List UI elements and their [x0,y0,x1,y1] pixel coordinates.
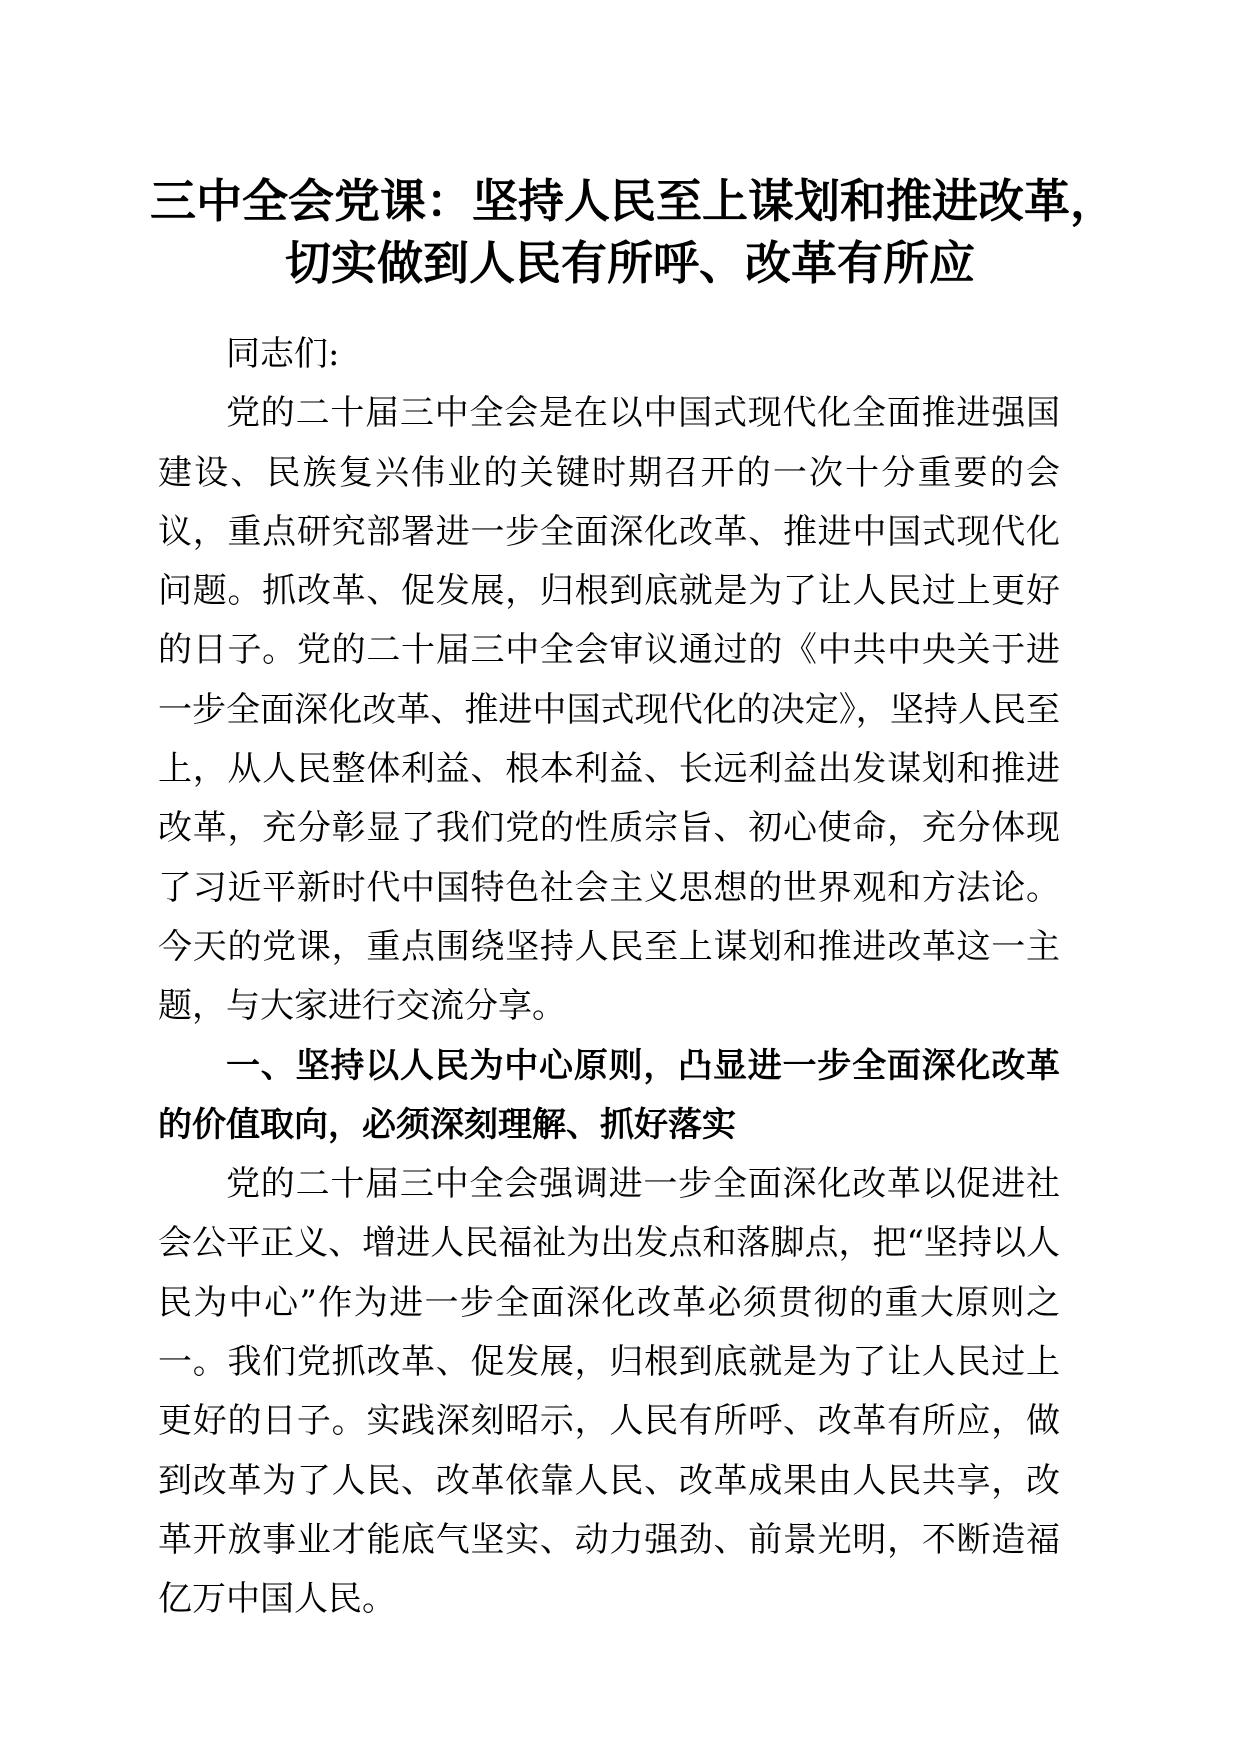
intro-paragraph: 党的二十届三中全会是在以中国式现代化全面推进强国建设、民族复兴伟业的关键时期召开的一次十分重要的会议，重点研究部署进一步全面深化改革、推进中国式现代化问题。抓改革、促发展，归根到底就是为了让人民过上更好的日子。党的二十届三中全会审议通过的《中共中央关于进一步全面深化改革、推进中国式现代化的决定》，坚持人民至上，从人民整体利益、根本利益、长远利益出发谋划和推进改革，充分彰显了我们党的性质宗旨、初心使命，充分体现了习近平新时代中国特色社会主义思想的世界观和方法论。今天的党课，重点围绕坚持人民至上谋划和推进改革这一主题，与大家进行交流分享。 [158,393,1060,1027]
title-line-1: 三中全会党课：坚持人民至上谋划和推进改革， [150,174,1116,228]
section-1-heading: 一、坚持以人民为中心原则，凸显进一步全面深化改革的价值取向，必须深刻理解、抓好落实 [158,1045,1060,1145]
document-title [150,170,1116,294]
salutation: 同志们: [226,334,340,374]
title-line-2: 切实做到人民有所呼、改革有所应 [285,236,975,290]
document-body [158,325,1060,1630]
section-1-paragraph: 党的二十届三中全会强调进一步全面深化改革以促进社会公平正义、增进人民福祉为出发点和落脚点，把“坚持以人民为中心”作为进一步全面深化改革必须贯彻的重大原则之一。我们党抓改革、促发展，归根到底就是为了让人民过上更好的日子。实践深刻昭示，人民有所呼、改革有所应，做到改革为了人民、改革依靠人民、改革成果由人民共享，改革开放事业才能底气坚实、动力强劲、前景光明，不断造福亿万中国人民。 [158,1164,1060,1620]
